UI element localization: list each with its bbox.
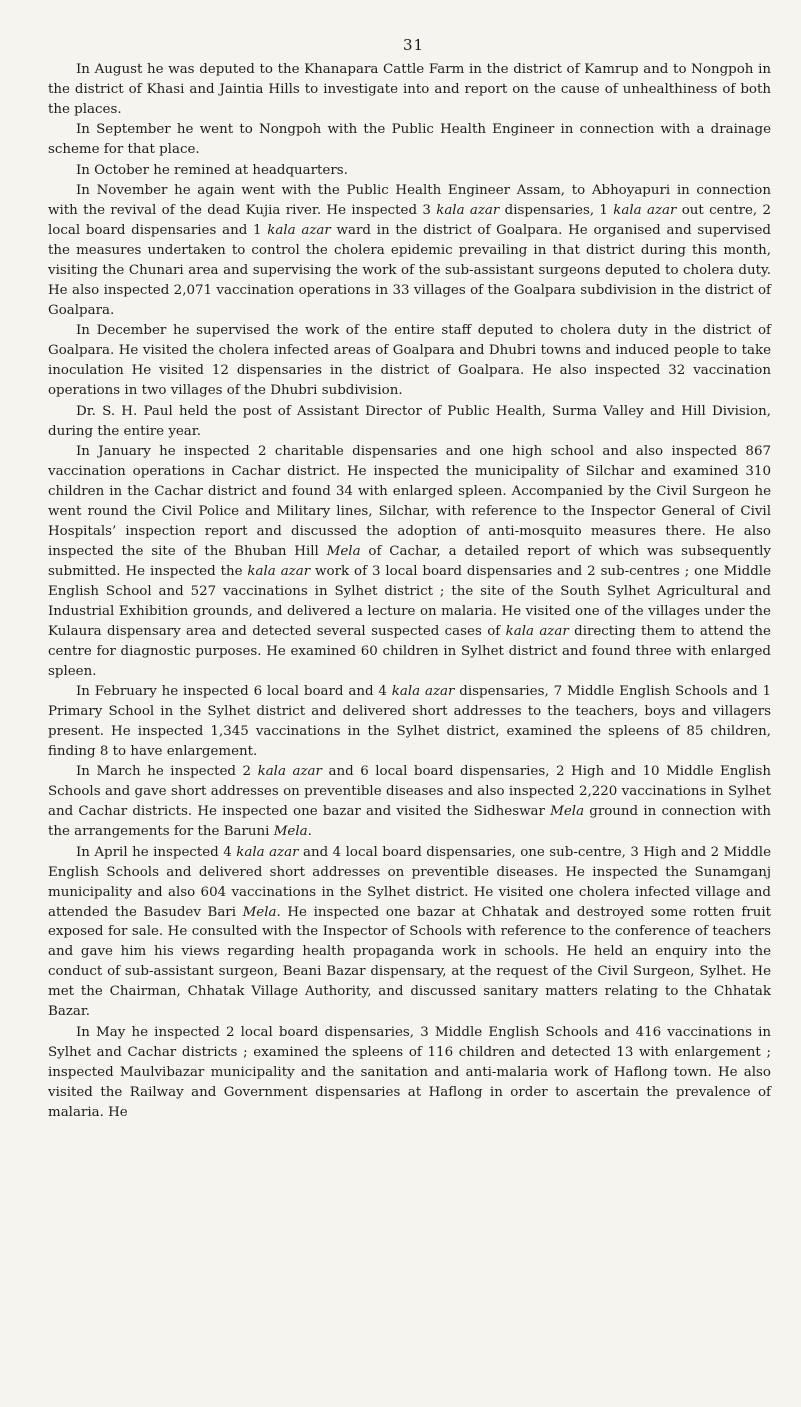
text-run: out centre, 2 local board dispensaries and 1 <box>48 203 771 239</box>
italic-term: kala azar <box>257 764 322 780</box>
text-run: dispensaries, 7 Middle English Schools and 1 Primary School in the Sylhet district and delivered short addresses to the teachers, boys and villagers present. He inspected 1,345 vaccinations in the Sylhet district, examined the spleens of 85 children, finding 8 to have enlargement. <box>48 684 772 759</box>
text-run: dispensaries, 1 <box>499 203 614 219</box>
paragraph <box>48 161 771 181</box>
text-run: In March he inspected 2 <box>76 764 258 780</box>
text-run: ward in the district of Goalpara. He organised and supervised the measures undertaken to control the cholera epidemic prevailing in that district during this month, visiting the Chunari area and supervising the work of the sub-assistant surgeons deputed to cholera duty. He also inspected 2,071 vaccination operations in 33 villages of the Goalpara subdivision in the district of Goalpara. <box>48 223 771 318</box>
paragraph <box>48 762 771 842</box>
text-run: of Cachar, a detailed report of which was subsequently submitted. He inspected the <box>48 543 771 579</box>
page-number: 31 <box>402 36 425 54</box>
text-run: ground in connection with the arrangements for the Baruni <box>48 804 771 840</box>
text-run: In December he supervised the work of the entire staff deputed to cholera duty in the district of Goalpara. He visited the cholera infected areas of Goalpara and Dhubri towns and induced people to take inoculation He visited 12 dispensaries in the district of Goalpara. He also inspected 32 vaccination operations in two villages of the Dhubri subdivision. <box>48 323 771 399</box>
italic-term: kala azar <box>236 844 299 860</box>
text-run: Dr. S. H. Paul held the post of Assistant Director of Public Health, Surma Valley and Hill Division, during the entire year. <box>48 403 771 439</box>
text-run: In August he was deputed to the Khanapara Cattle Farm in the district of Kamrup and to Nongpoh in the district of Khasi and Jaintia Hills to investigate into and report on the cause of unhealthiness of both the places. <box>48 62 771 117</box>
paragraph <box>48 402 771 442</box>
report-body <box>48 60 771 1123</box>
text-run: In April he inspected 4 <box>76 844 237 860</box>
italic-term: Mela <box>273 824 308 840</box>
paragraph <box>48 1023 771 1123</box>
italic-term: kala azar <box>391 684 455 700</box>
paragraph <box>48 442 771 681</box>
paragraph <box>48 843 771 1023</box>
italic-term: kala azar <box>436 203 500 219</box>
text-run: work of 3 local board dispensaries and 2 sub-centres ; one Middle English School and 527 vaccinations in Sylhet district ; the site of the South Sylhet Agricultural and Industrial Exhibition grounds, and delivered a lecture on malaria. He visited one of the villages under the Kulaura dispensary area and detected several suspected cases of <box>48 563 772 639</box>
paragraph <box>48 321 771 401</box>
text-run: and 4 local board dispensaries, one sub-centre, 3 High and 2 Middle English Schools and delivered short addresses on preventible diseases. He inspected the Sunamganj municipality and also 604 vaccinations in the Sylhet district. He visited one cholera infected village and attended the Basudev Bari <box>48 844 771 920</box>
paragraph <box>48 120 771 160</box>
paragraph <box>48 682 771 762</box>
text-run: In September he went to Nongpoh with the Public Health Engineer in connection with a drainage scheme for that place. <box>48 122 771 158</box>
italic-term: Mela <box>326 543 361 559</box>
text-run: . He inspected one bazar at Chhatak and destroyed some rotten fruit exposed for sale. He consulted with the Inspector of Schools with reference to the conference of teachers and gave him his views regarding health propaganda work in schools. He held an enquiry into the conduct of sub-assistant surgeon, Beani Bazar dispensary, at the request of the Civil Surgeon, Sylhet. He met the Chairman, Chhatak Village Authority, and discussed sanitary matters relating to the Chhatak Bazar. <box>48 904 771 1020</box>
text-run: In February he inspected 6 local board and 4 <box>76 684 392 700</box>
text-run: In October he remined at headquarters. <box>76 162 348 178</box>
italic-term: Mela <box>550 804 585 820</box>
italic-term: kala azar <box>505 623 569 639</box>
text-run: directing them to attend the centre for diagnostic purposes. He examined 60 children in Sylhet district and found three with enlarged spleen. <box>48 623 771 679</box>
italic-term: kala azar <box>247 563 311 579</box>
text-run: In January he inspected 2 charitable dispensaries and one high school and also inspected 867 vaccination operations in Cachar district. He inspected the municipality of Silchar and examined 310 children in the Cachar district and found 34 with enlarged spleen. Accompanied by the Civil Surgeon he went round the Civil Police and Military lines, Silchar, with reference to the Inspector General of Civil Hospitals’ inspection report and discussed the adoption of anti-mosquito measures there. He also inspected the site of the Bhuban Hill <box>48 444 771 559</box>
italic-term: kala azar <box>267 223 331 239</box>
italic-term: Mela <box>242 904 277 920</box>
italic-term: kala azar <box>613 203 677 219</box>
text-run: In May he inspected 2 local board dispensaries, 3 Middle English Schools and 416 vaccinations in Sylhet and Cachar districts ; examined the spleens of 116 children and detected 13 with enlargement ; inspected Maulvibazar municipality and the sanitation and anti-malaria work of Haflong town. He also visited the Railway and Government dispensaries at Haflong in order to ascertain the prevalence of malaria. He <box>48 1024 771 1120</box>
paragraph <box>48 181 771 321</box>
text-run: and 6 local board dispensaries, 2 High and 10 Middle English Schools and gave short addresses on preventible diseases and also inspected 2,220 vaccinations in Sylhet and Cachar districts. He inspected one bazar and visited the Sidheswar <box>48 764 772 820</box>
paragraph <box>48 60 771 120</box>
text-run: . <box>307 824 312 840</box>
text-run: In November he again went with the Public Health Engineer Assam, to Abhoyapuri in connection with the revival of the dead Kujia river. He inspected 3 <box>48 183 771 219</box>
